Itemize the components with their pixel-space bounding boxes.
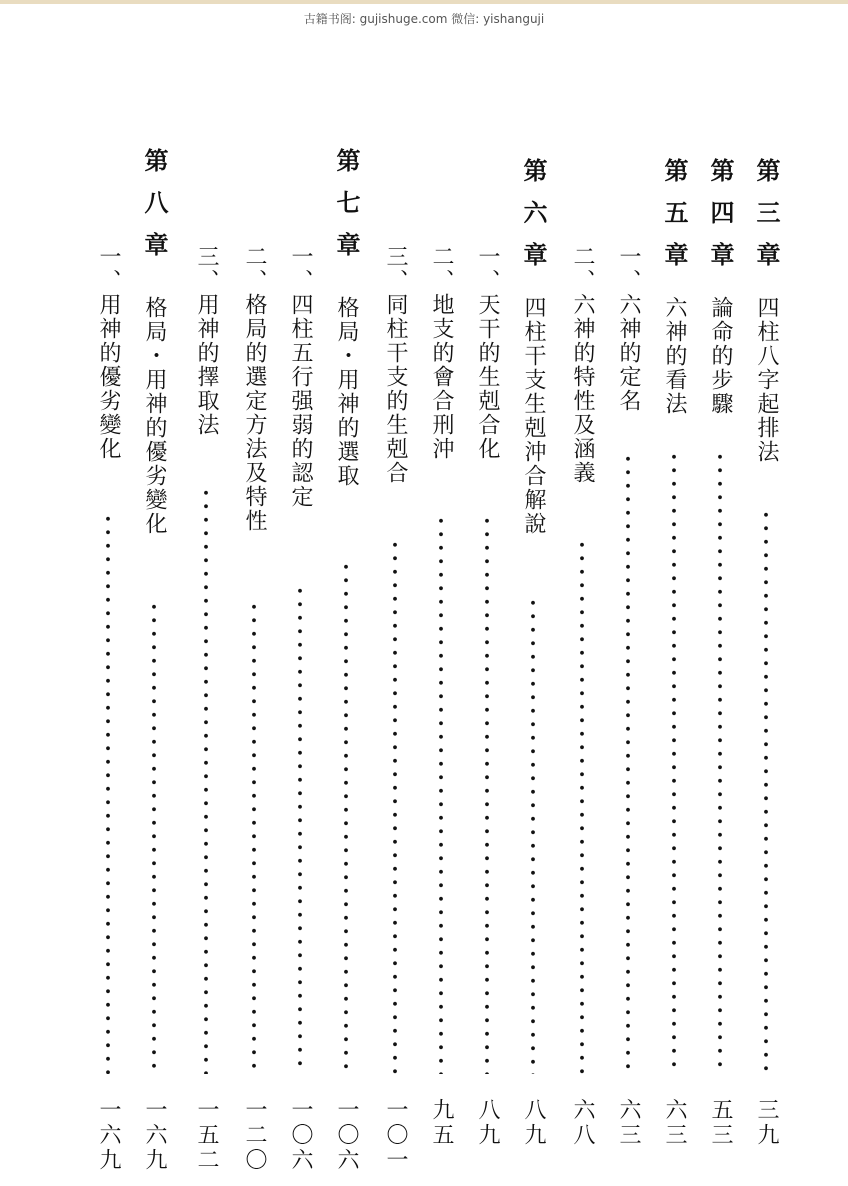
section-title: 二、地支的會合刑沖 [429,245,454,461]
toc-entry-section[interactable] [186,0,226,1186]
toc-entry-section[interactable] [608,0,648,1186]
page-number: 五三 [708,1098,733,1148]
page-number: 一五二 [194,1098,219,1173]
chapter-title: 格局・用神的選取 [334,296,359,488]
leader-dots [579,538,585,1074]
leader-dots [203,486,209,1074]
section-title: 一、六神的定名 [616,245,641,413]
leader-dots [484,514,490,1074]
page-number: 一〇六 [334,1098,359,1173]
page-number: 六三 [662,1098,687,1148]
toc-entry-section[interactable] [421,0,461,1186]
chapter-label: 第六章 [519,158,548,284]
page-number: 八九 [475,1098,500,1148]
page-number: 一六九 [142,1098,167,1173]
page-number: 六三 [616,1098,641,1148]
chapter-label: 第五章 [660,158,689,284]
page-number: 六八 [570,1098,595,1148]
section-title: 二、格局的選定方法及特性 [242,245,267,533]
toc-entry-chapter-8[interactable] [134,0,174,1186]
leader-dots [717,450,723,1074]
toc-entry-chapter-3[interactable] [746,0,786,1186]
chapter-label: 第七章 [332,148,361,274]
chapter-title: 格局・用神的優劣變化 [142,296,167,536]
section-title: 一、四柱五行强弱的認定 [288,245,313,509]
toc-entry-chapter-7[interactable] [326,0,366,1186]
leader-dots [763,508,769,1074]
chapter-title: 四柱八字起排法 [754,296,779,464]
leader-dots [297,584,303,1074]
page-number: 八九 [521,1098,546,1148]
section-title: 三、同柱干支的生剋合 [383,245,408,485]
leader-dots [438,514,444,1074]
leader-dots [530,596,536,1074]
page-number: 九五 [429,1098,454,1148]
leader-dots [105,512,111,1074]
watermark: 古籍书阁: gujishuge.com 微信: yishanguji [303,12,545,26]
page-number: 一二〇 [242,1098,267,1173]
page-number: 一六九 [96,1098,121,1173]
chapter-label: 第四章 [706,158,735,284]
page-number: 三九 [754,1098,779,1148]
leader-dots [392,538,398,1074]
leader-dots [671,450,677,1074]
leader-dots [151,600,157,1074]
section-title: 二、六神的特性及涵義 [570,245,595,485]
section-title: 三、用神的擇取法 [194,245,219,437]
toc-entry-section[interactable] [88,0,128,1186]
chapter-title: 六神的看法 [662,296,687,416]
toc-entry-section[interactable] [562,0,602,1186]
page-number: 一〇六 [288,1098,313,1173]
section-title: 一、天干的生剋合化 [475,245,500,461]
chapter-label: 第八章 [140,148,169,274]
toc-entry-chapter-4[interactable] [700,0,740,1186]
page-number: 一〇一 [383,1098,408,1173]
section-title: 一、用神的優劣變化 [96,245,121,461]
toc-entry-section[interactable] [467,0,507,1186]
leader-dots [251,600,257,1074]
toc-entry-section[interactable] [375,0,415,1186]
chapter-title: 論命的步驟 [708,296,733,416]
toc-entry-section[interactable] [234,0,274,1186]
toc-entry-chapter-5[interactable] [654,0,694,1186]
toc-entry-section[interactable] [280,0,320,1186]
toc-entry-chapter-6[interactable] [513,0,553,1186]
chapter-title: 四柱干支生剋沖合解說 [521,296,546,536]
leader-dots [343,560,349,1074]
chapter-label: 第三章 [752,158,781,284]
leader-dots [625,452,631,1074]
